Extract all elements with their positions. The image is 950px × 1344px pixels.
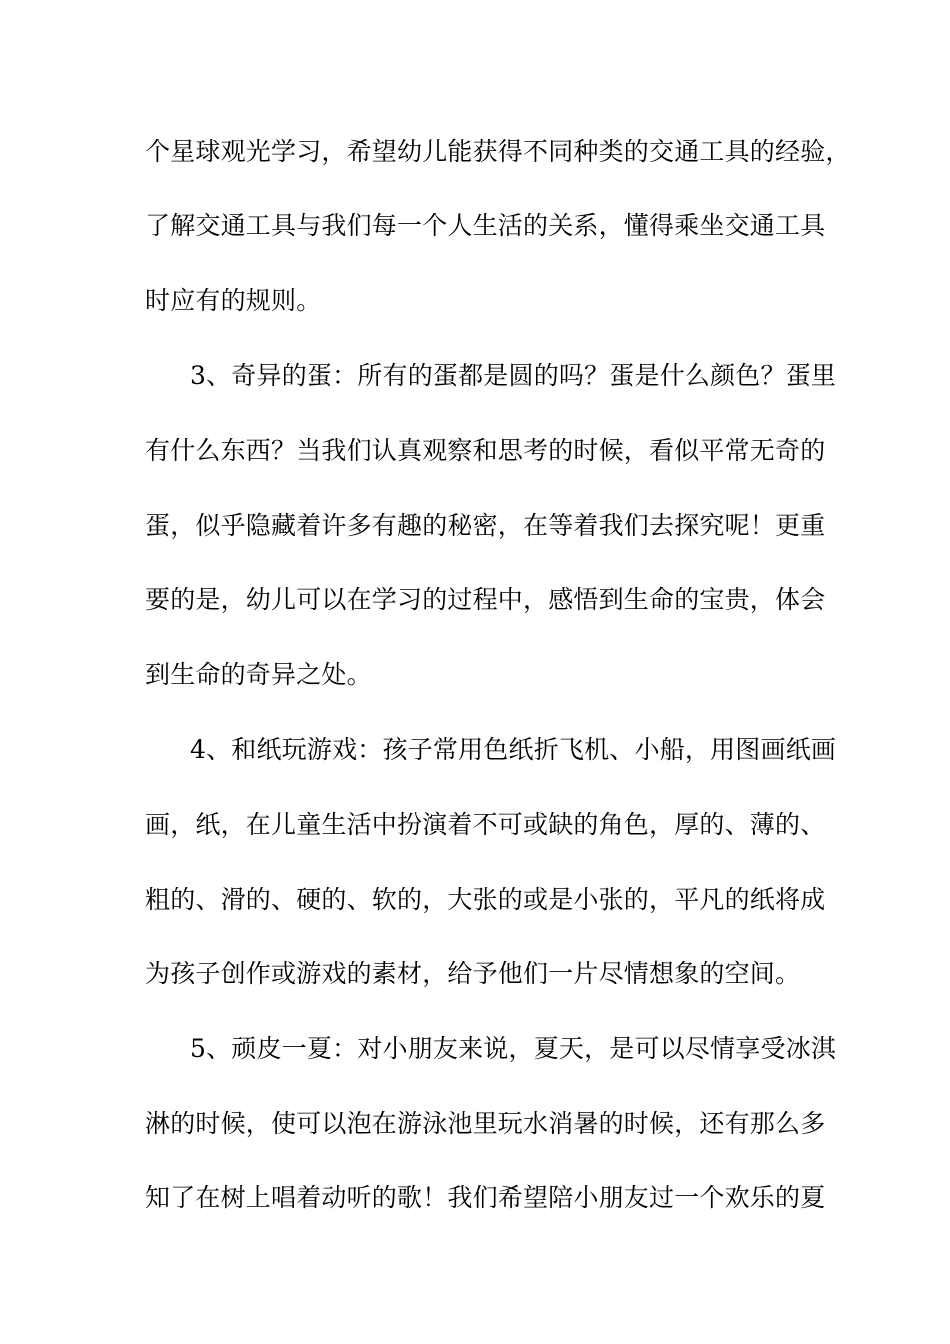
paragraph-start-line: 3、奇异的蛋：所有的蛋都是圆的吗？蛋是什么颜色？蛋里: [190, 361, 837, 390]
text-line: 粗的、滑的、硬的、软的，大张的或是小张的，平凡的纸将成: [145, 885, 826, 914]
text-line: 了解交通工具与我们每一个人生活的关系，懂得乘坐交通工具: [145, 211, 826, 240]
text-line: 有什么东西？当我们认真观察和思考的时候，看似平常无奇的: [145, 436, 826, 465]
text-line: 时应有的规则。: [145, 286, 322, 315]
text-line: 画，纸，在儿童生活中扮演着不可或缺的角色，厚的、薄的、: [145, 810, 826, 839]
text-line: 到生命的奇异之处。: [145, 660, 372, 689]
text-line: 为孩子创作或游戏的素材，给予他们一片尽情想象的空间。: [145, 959, 801, 988]
paragraph-start-line: 4、和纸玩游戏：孩子常用色纸折飞机、小船，用图画纸画: [190, 735, 837, 764]
text-line: 知了在树上唱着动听的歌！我们希望陪小朋友过一个欢乐的夏: [145, 1183, 826, 1212]
paragraph-start-line: 5、顽皮一夏：对小朋友来说，夏天，是可以尽情享受冰淇: [190, 1034, 837, 1063]
text-line: 个星球观光学习，希望幼儿能获得不同种类的交通工具的经验，: [145, 137, 851, 166]
text-line: 淋的时候，使可以泡在游泳池里玩水消暑的时候，还有那么多: [145, 1109, 826, 1138]
text-line: 蛋，似乎隐藏着许多有趣的秘密，在等着我们去探究呢！更重: [145, 511, 826, 540]
text-line: 要的是，幼儿可以在学习的过程中，感悟到生命的宝贵，体会: [145, 585, 826, 614]
